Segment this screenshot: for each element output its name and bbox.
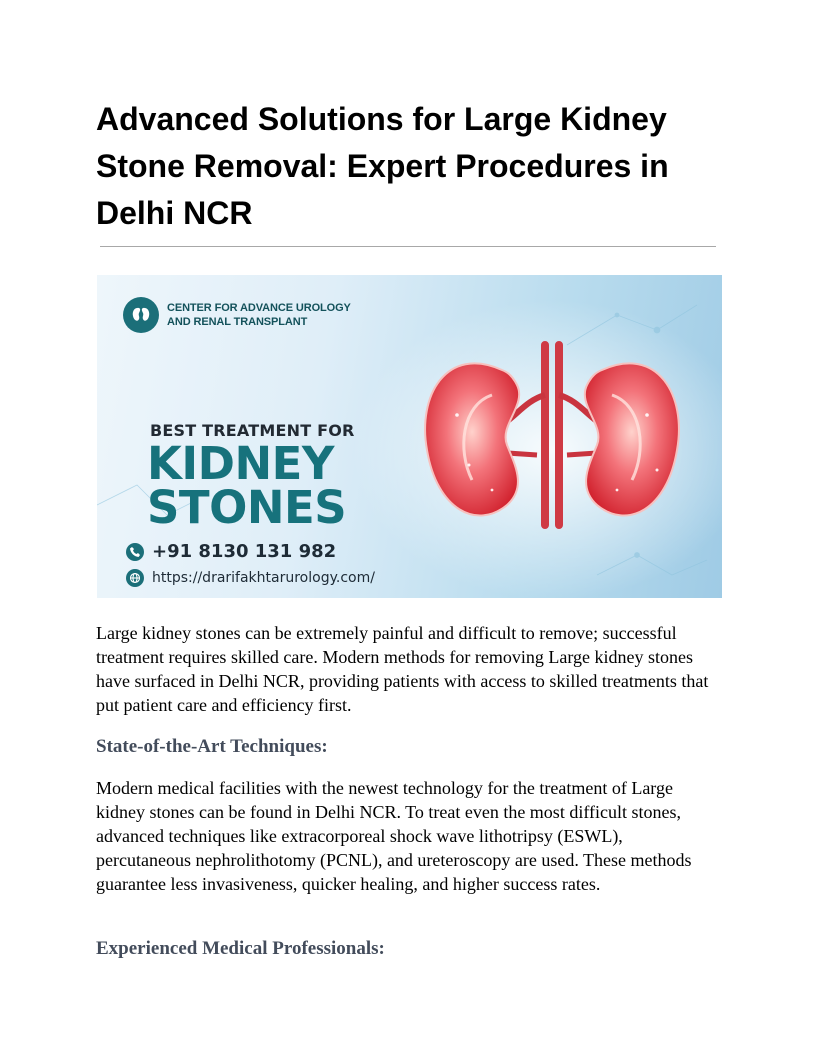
banner-headline-2: STONES — [147, 481, 347, 534]
clinic-logo — [123, 297, 351, 333]
banner-website — [126, 569, 375, 587]
website-url: https://drarifakhtarurology.com/ — [152, 570, 375, 586]
section-heading-techniques: State-of-the-Art Techniques: — [96, 736, 328, 757]
logo-line-1: CENTER FOR ADVANCE UROLOGY — [167, 302, 351, 314]
logo-line-2: AND RENAL TRANSPLANT — [167, 316, 308, 328]
intro-paragraph: Large kidney stones can be extremely painful and difficult to remove; successful treatment requires skilled care. Modern methods for removing Large kidney stones have surfaced in Delhi NCR, providing patients with access to skilled treatments that put patient care and efficiency first. — [96, 623, 709, 715]
kidney-logo-icon — [123, 297, 159, 333]
hero-banner-image — [97, 275, 722, 598]
techniques-paragraph: Modern medical facilities with the newest technology for the treatment of Large kidney stones can be found in Delhi NCR. To treat even the most difficult stones, advanced techniques like extracorporeal shock wave lithotripsy (ESWL), percutaneous nephrolithotomy (PCNL), and ureteroscopy are used. These methods guarantee less invasiveness, quicker healing, and higher success rates. — [96, 778, 692, 894]
banner-headline-1: KIDNEY — [147, 437, 334, 490]
section-heading-professionals: Experienced Medical Professionals: — [96, 938, 385, 959]
phone-icon — [126, 543, 144, 561]
document-title: Advanced Solutions for Large Kidney Stone Removal: Expert Procedures in Delhi NCR — [96, 101, 669, 231]
phone-number: +91 8130 131 982 — [152, 541, 337, 562]
title-divider — [100, 246, 716, 247]
banner-phone — [126, 541, 336, 562]
banner-subheading: BEST TREATMENT FOR — [150, 421, 355, 440]
globe-icon — [126, 569, 144, 587]
